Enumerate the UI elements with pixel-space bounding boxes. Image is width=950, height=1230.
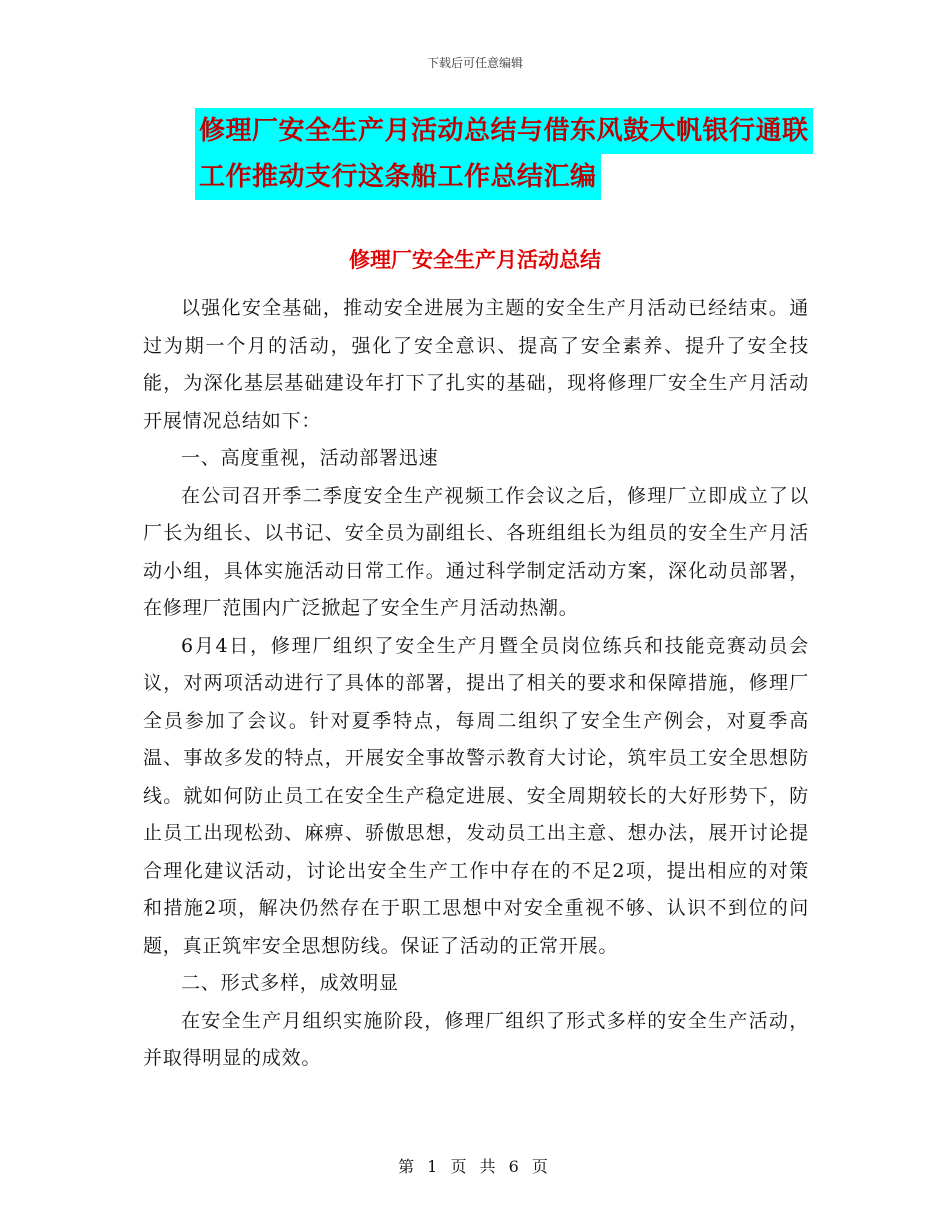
paragraph-intro: 以强化安全基础，推动安全进展为主题的安全生产月活动已经结束。通过为期一个月的活动，强化了安全意识、提高了安全素养、提升了安全技能，为深化基层基础建设年打下了扎实的基础，现将修理厂安全生产月活动开展情况总结如下： <box>143 297 809 432</box>
title-line-1: 修理厂安全生产月活动总结与借东风鼓大帆银行通联 <box>195 108 813 154</box>
title-line-2: 工作推动支行这条船工作总结汇编 <box>195 154 601 200</box>
heading-two: 二、形式多样，成效明显 <box>181 972 399 994</box>
paragraph: 在公司召开季二季度安全生产视频工作会议之后，修理厂立即成立了以厂长为组长、以书记、安全员为副组长、各班组组长为组员的安全生产月活动小组，具体实施活动日常工作。通过科学制定活动方案，深化动员部署，在修理厂范围内广泛掀起了安全生产月活动热潮。 <box>143 484 809 619</box>
heading-one: 一、高度重视，活动部署迅速 <box>181 447 439 469</box>
header-note: 下载后可任意编辑 <box>426 56 523 70</box>
paragraph: 在安全生产月组织实施阶段，修理厂组织了形式多样的安全生产活动，并取得明显的成效。 <box>143 1009 809 1069</box>
document-body <box>143 290 809 1078</box>
document-title <box>195 108 815 200</box>
paragraph: 6月4日，修理厂组织了安全生产月暨全员岗位练兵和技能竞赛动员会议，对两项活动进行了具体的部署，提出了相关的要求和保障措施，修理厂全员参加了会议。针对夏季特点，每周二组织了安全生产例会，对夏季高温、事故多发的特点，开展安全事故警示教育大讨论，筑牢员工安全思想防线。就如何防止员工在安全生产稳定进展、安全周期较长的大好形势下，防止员工出现松劲、麻痹、骄傲思想，发动员工出主意、想办法，展开讨论提合理化建议活动，讨论出安全生产工作中存在的不足2项，提出相应的对策和措施2项，解决仍然存在于职工思想中对安全重视不够、认识不到位的问题，真正筑牢安全思想防线。保证了活动的正常开展。 <box>143 634 809 957</box>
section-title: 修理厂安全生产月活动总结 <box>349 248 601 272</box>
page-number: 第 1 页 共 6 页 <box>398 1157 552 1176</box>
